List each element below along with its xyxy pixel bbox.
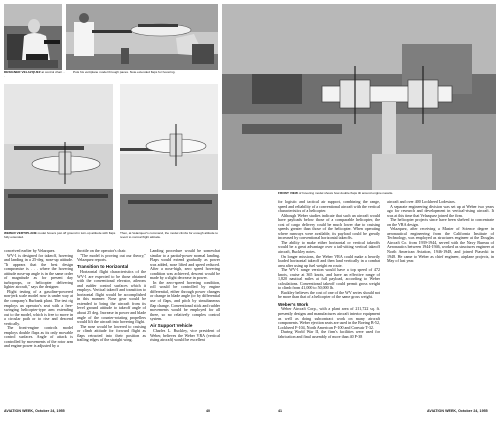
- article-column-4: [278, 200, 380, 339]
- caption-climbing: [120, 232, 220, 240]
- col4-paragraph: The WV-1 range version would have a top speed of 472 knots, cruise at 365 knots, and have an effective range of 1,820 nautical miles at full payload, according to Weber calculations. Conventional takeoff could permit gross weight to climb from 41,000 to 50,000 lb.: [278, 267, 380, 291]
- photo-front-view: [222, 4, 496, 190]
- col4-paragraph: Buckley believes the cost of one of the WV series should not be more than that of a helicopter of the same gross weight.: [278, 289, 380, 300]
- article-column-2: [77, 249, 146, 343]
- col3-paragraph: In the zero-speed hovering condition, roll would be controlled by engine differential, either through power changes or change in blade angle (or by differential use of flaps, and pitch by simultaneous flap change. Conventional stick and rudder movements would be employed for all three, so no relatively complex control system.: [150, 279, 220, 322]
- col1-paragraph: The front-engine controls model employs double flaps as its only movable control surfaces. Angle of attack is controlled by movements of the rotor arm and engine power is adjusted by a: [4, 325, 73, 349]
- col4-paragraph: During World War II, the firm's facilities were used for fabrication and final assembly of more than 40 P-38: [278, 329, 380, 339]
- col4-paragraph: for logistic and tactical air support, combining the range, speed and reliability of a conventional aircraft with the vertical characteristics of a helicopter.: [278, 199, 380, 214]
- footer-right-publication: AVIATION WEEK, October 24, 1955: [427, 409, 488, 413]
- col2-paragraph: The nose would be lowered to cruising or climb attitude for forward flight as flaps retracted into their position as trailing edges of the straight wing.: [77, 323, 146, 343]
- caption-designer-bold: DESIGNER VELAZQUEZ: [4, 70, 41, 74]
- footer-left-publication: AVIATION WEEK, October 24, 1955: [4, 409, 65, 413]
- photo-designer-velazquez: [4, 4, 62, 70]
- col5-paragraph: aircraft and over 400 Lockheed Lodestars.: [387, 199, 456, 204]
- col5-paragraph: Velazquez, after receiving a Master of Science degree in aeronautical engineering from the California Institute of Technology, was employed as structures engineer at the Douglas Aircraft Co. from 1939-1944, served with the Navy Bureau of Aeronautics between 1944-1946, worked as structures engineer at North American Aviation, 1946-1948, and joined Piasecki in 1948. He came to Weber as chief engineer, airplane projects, in May of last year.: [387, 226, 494, 264]
- article-column-1: [4, 249, 73, 349]
- heading-webers-work: Weber's Work: [278, 301, 309, 307]
- caption-front-view: [278, 192, 498, 196]
- footer-right: [427, 409, 488, 413]
- photo-test-model: [66, 4, 218, 70]
- col1-paragraph: Flight testing of a gasoline-powered non-jerk scale model now is under way at the company's Burbank plant. The test rig employs an operator's seat with a free-swinging helicopter-type arm extending out to the model, which is free to move in a circular path or to rise and descend vertically.: [4, 288, 73, 326]
- col3-paragraph: Landing procedure would be somewhat similar to a partial-power normal landing. Flaps would extend gradually as power was added, nose lifted and speed reduced. After a nose-high, zero speed hovering condition was achieved, descent would be made by a slight decrease in power.: [150, 248, 220, 281]
- footer-left: [4, 409, 65, 413]
- photo-hovering-ground: [4, 84, 113, 230]
- caption-test-model: [73, 71, 223, 75]
- col4-paragraph: On longer missions, the Weber VRA could make a heavily loaded horizontal takeoff and then land vertically in a combat area after using up fuel weight en route.: [278, 253, 380, 268]
- caption-hovering-ground-bold: WEBER VERTIPLANE: [4, 231, 37, 235]
- caption-designer: [4, 71, 66, 79]
- caption-designer-text: at control chair . . .: [4, 70, 66, 78]
- col4-paragraph: Weber Aircraft Corp., with a plant area of 211,722 sq. ft. presently designs and manufactures aircraft interior equipment as well as doing subcontract work on many aircraft components. Weber ejection seats are used in the Boeing B-52, Lockheed F-104, North American F-100 and Convair T-32.: [278, 306, 380, 330]
- col2-intro: throttle on the operator's chair.: [77, 248, 127, 253]
- col5-paragraph: A separate engineering division was set up at Weber two years ago for research and development in vertical-rising aircraft. It was at this time that Velazquez joined the firm.: [387, 203, 494, 218]
- caption-hovering-ground-text: model hovers just off ground in turn-up attitude with flaps fully extended.: [4, 231, 116, 239]
- article-column-3: [150, 249, 220, 343]
- page-number-right: 41: [278, 409, 283, 413]
- col2-paragraph: Horizontal flight characteristics of the WV-1 are expected to be those obtained with the conventional elevator, ailerons and rudder control surfaces which it employs. Vertical takeoff and transition to horizontal flight would be accomplished in this manner: Nose gear would be extended to bring the aircraft from its level ground attitude to takeoff angle of about 25 deg. Increase in power and blade angle of the counter-rotating propellers would lift the aircraft into hovering flight.: [77, 269, 146, 325]
- article-column-5: [387, 200, 494, 264]
- col2-quote: "The model is proving out our theory," Velazquez reports.: [77, 252, 146, 263]
- col1-paragraph: WV-1 is designed for takeoff, hovering and landing in a 25-deg. nose-up attitude. "It appears that the best design compromise is . . . where the hovering attitude nose-up angle is in the same order of magnitude as for present day turboprops, or helicopter delivering lighter aircraft," says the designer.: [4, 252, 73, 290]
- heading-air-support: Air Support Vehicle: [150, 323, 193, 329]
- footer-page-left: [206, 409, 210, 413]
- caption-climbing-text: Then, at Velazquez's command, the model climbs for enough altitude to revert to normal flight attitude.: [120, 231, 218, 239]
- page-number-left: 40: [206, 409, 211, 413]
- caption-test-model-text: Puts his vertiplane model through paces. Note extended flaps for hovering.: [73, 70, 176, 74]
- footer-page-right: [278, 409, 282, 413]
- heading-transition: Transition to Horizontal: [77, 264, 129, 270]
- caption-hovering-ground: [4, 232, 116, 240]
- caption-front-view-text: of hovering model shows how double flaps tilt around engine nacelle.: [297, 191, 394, 195]
- col1-paragraph: conceived earlier by Velazquez.: [4, 248, 56, 253]
- col3-paragraph: Charles L. Buckley, vice president of Weber, believes the Weber VRA (vertical rising aircraft) would be excellent: [150, 328, 220, 343]
- col5-paragraph: The helicopter projects since have been shelved to concentrate on the VRA design.: [387, 217, 494, 227]
- col4-paragraph: The ability to make either horizontal or vertical takeoffs would be a great advantage over a tail-sitting vertical takeoff aircraft, Buckley notes.: [278, 239, 380, 255]
- photo-climbing: [120, 84, 218, 230]
- caption-front-view-bold: FRONT VIEW: [278, 191, 298, 195]
- col4-paragraph: Although Weber studies indicate that such an aircraft would have payloads below those of a comparable helicopter, the cost of cargo delivery could be much lower due to cruising speeds greater than those of the helicopter. When operating where runways were available, its payload could be greatly increased by conventional horizontal takeoffs.: [278, 212, 380, 241]
